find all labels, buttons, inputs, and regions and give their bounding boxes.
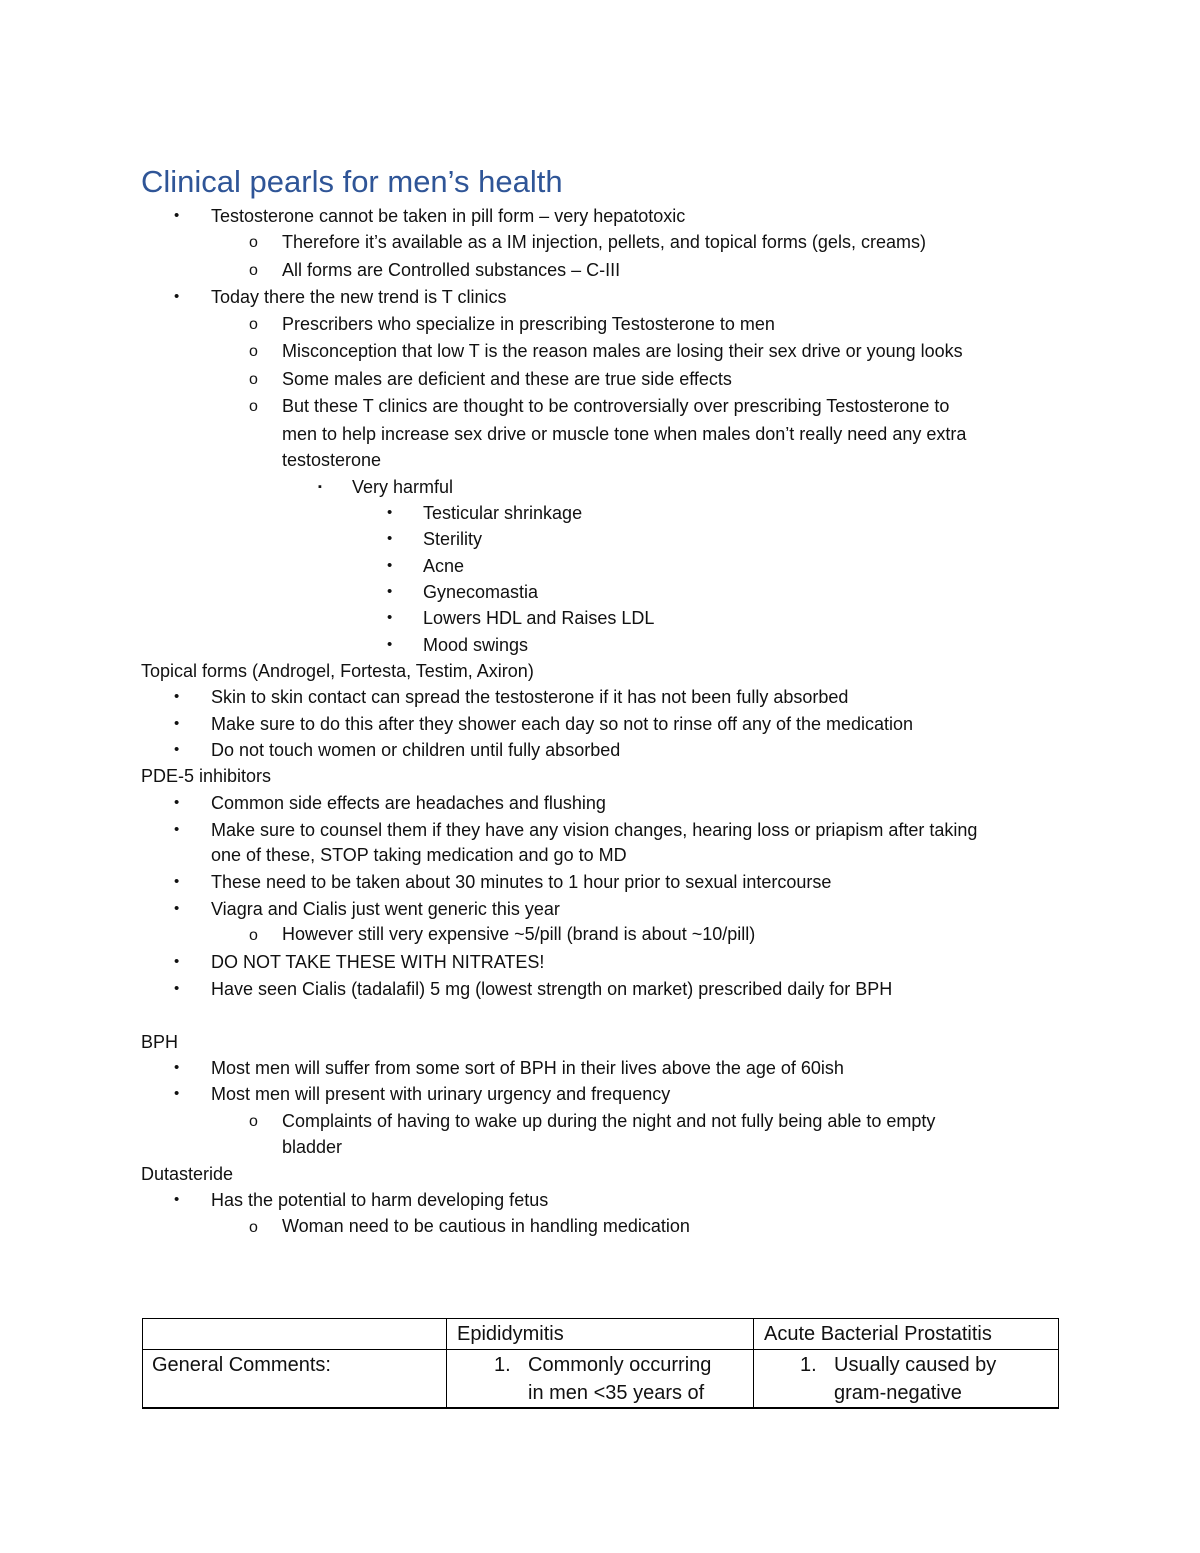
- bullet-disc-icon: •: [174, 821, 180, 838]
- table-border-col: [446, 1318, 447, 1408]
- list-item: Do not touch women or children until fully absorbed: [211, 740, 621, 760]
- list-item: Testosterone cannot be taken in pill form – very hepatotoxic: [211, 206, 686, 226]
- list-item: Most men will suffer from some sort of BPH in their lives above the age of 60ish: [211, 1058, 844, 1078]
- section-heading: Dutasteride: [141, 1164, 234, 1184]
- bullet-disc-icon: •: [174, 980, 180, 997]
- list-item: These need to be taken about 30 minutes to 1 hour prior to sexual intercourse: [211, 872, 832, 892]
- list-item: All forms are Controlled substances – C-III: [282, 260, 621, 280]
- bullet-disc-icon: •: [174, 288, 180, 305]
- list-item: Complaints of having to wake up during the night and not fully being able to empty: [282, 1111, 936, 1131]
- bullet-disc-icon: •: [387, 636, 393, 653]
- bullet-disc-icon: •: [387, 530, 393, 547]
- list-item: Some males are deficient and these are true side effects: [282, 369, 732, 389]
- table-border-top: [142, 1318, 1059, 1319]
- bullet-disc-icon: •: [174, 1059, 180, 1076]
- table-border-left: [142, 1318, 143, 1408]
- table-cell-number: 1.: [494, 1354, 511, 1376]
- bullet-disc-icon: •: [387, 504, 393, 521]
- bullet-disc-icon: •: [174, 900, 180, 917]
- list-item: Lowers HDL and Raises LDL: [423, 608, 655, 628]
- list-item: Woman need to be cautious in handling medication: [282, 1216, 690, 1236]
- bullet-disc-icon: •: [174, 1085, 180, 1102]
- table-border-right: [1058, 1318, 1059, 1408]
- table-row-label: General Comments:: [152, 1354, 331, 1376]
- section-heading: Topical forms (Androgel, Fortesta, Testim, Axiron): [141, 661, 534, 681]
- table-cell-number: 1.: [800, 1354, 817, 1376]
- list-item: DO NOT TAKE THESE WITH NITRATES!: [211, 952, 545, 972]
- list-item: Have seen Cialis (tadalafil) 5 mg (lowest strength on market) prescribed daily for BPH: [211, 979, 893, 999]
- table-border-row: [142, 1349, 1059, 1350]
- table-cell-text: Commonly occurring: [528, 1354, 712, 1376]
- list-item: Today there the new trend is T clinics: [211, 287, 507, 307]
- bullet-circle-icon: o: [249, 1219, 258, 1236]
- table-header-prostatitis: Acute Bacterial Prostatitis: [764, 1323, 992, 1345]
- bullet-disc-icon: •: [174, 873, 180, 890]
- bullet-disc-icon: •: [387, 557, 393, 574]
- bullet-circle-icon: o: [249, 316, 258, 333]
- bullet-circle-icon: o: [249, 262, 258, 279]
- list-item: Acne: [423, 556, 465, 576]
- bullet-disc-icon: •: [174, 207, 180, 224]
- table-border-bottom: [142, 1407, 1059, 1409]
- list-item: Has the potential to harm developing fetus: [211, 1190, 549, 1210]
- list-item: Therefore it’s available as a IM injection, pellets, and topical forms (gels, creams): [282, 232, 926, 252]
- bullet-disc-icon: •: [387, 609, 393, 626]
- list-item: Most men will present with urinary urgency and frequency: [211, 1084, 671, 1104]
- table-cell-text: in men <35 years of: [528, 1382, 705, 1404]
- bullet-circle-icon: o: [249, 398, 258, 415]
- list-item: But these T clinics are thought to be controversially over prescribing Testosterone to: [282, 396, 950, 416]
- list-item: However still very expensive ~5/pill (brand is about ~10/pill): [282, 924, 756, 944]
- list-item: Sterility: [423, 529, 483, 549]
- list-item: Prescribers who specialize in prescribing Testosterone to men: [282, 314, 775, 334]
- list-item: Viagra and Cialis just went generic this year: [211, 899, 560, 919]
- table-header-epididymitis: Epididymitis: [457, 1323, 564, 1345]
- list-item: Testicular shrinkage: [423, 503, 583, 523]
- comparison-table: [142, 1318, 1059, 1408]
- list-item: Gynecomastia: [423, 582, 539, 602]
- table-cell-text: gram-negative: [834, 1382, 962, 1404]
- bullet-square-icon: ▪: [318, 481, 322, 493]
- list-item-continuation: men to help increase sex drive or muscle tone when males don’t really need any extra: [282, 424, 967, 444]
- bullet-circle-icon: o: [249, 927, 258, 944]
- section-heading: PDE-5 inhibitors: [141, 766, 272, 786]
- list-item: Mood swings: [423, 635, 529, 655]
- list-item: Misconception that low T is the reason males are losing their sex drive or young looks: [282, 341, 963, 361]
- bullet-disc-icon: •: [174, 715, 180, 732]
- list-item-continuation: one of these, STOP taking medication and go to MD: [211, 845, 627, 865]
- list-item-continuation: testosterone: [282, 450, 382, 470]
- list-item: Very harmful: [352, 477, 454, 497]
- bullet-disc-icon: •: [174, 688, 180, 705]
- table-cell-text: Usually caused by: [834, 1354, 997, 1376]
- list-item-continuation: bladder: [282, 1137, 343, 1157]
- bullet-circle-icon: o: [249, 234, 258, 251]
- bullet-circle-icon: o: [249, 1113, 258, 1130]
- list-item: Common side effects are headaches and flushing: [211, 793, 606, 813]
- section-heading: BPH: [141, 1032, 179, 1052]
- list-item: Make sure to do this after they shower each day so not to rinse off any of the medication: [211, 714, 914, 734]
- bullet-disc-icon: •: [174, 953, 180, 970]
- table-border-col: [753, 1318, 754, 1408]
- bullet-circle-icon: o: [249, 343, 258, 360]
- bullet-disc-icon: •: [174, 741, 180, 758]
- bullet-disc-icon: •: [174, 1191, 180, 1208]
- bullet-disc-icon: •: [174, 794, 180, 811]
- page-title: Clinical pearls for men’s health: [141, 164, 563, 199]
- bullet-disc-icon: •: [387, 583, 393, 600]
- list-item: Skin to skin contact can spread the testosterone if it has not been fully absorbed: [211, 687, 849, 707]
- list-item: Make sure to counsel them if they have any vision changes, hearing loss or priapism after taking: [211, 820, 978, 840]
- bullet-circle-icon: o: [249, 371, 258, 388]
